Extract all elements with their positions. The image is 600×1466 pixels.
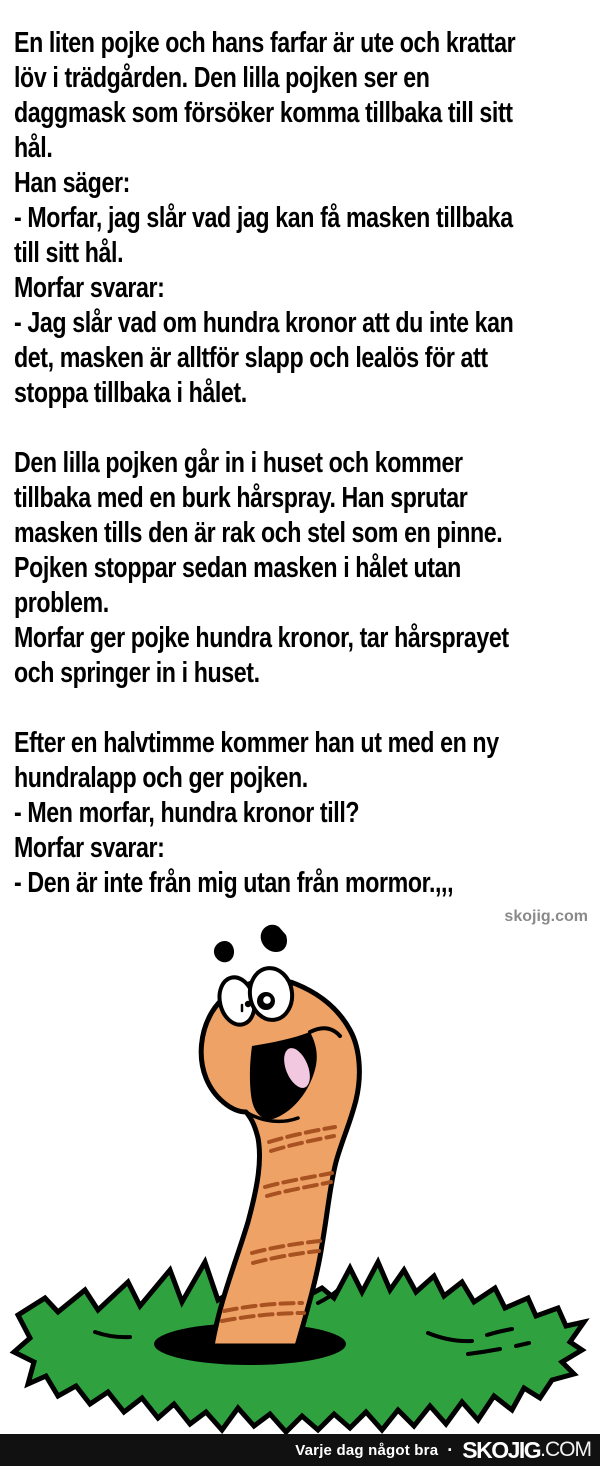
right-eyebrow	[261, 925, 287, 952]
footer-tagline: Varje dag något bra	[295, 1441, 439, 1459]
joke-line: Han säger:	[14, 167, 130, 199]
footer-brand	[462, 1437, 591, 1464]
joke-line: Efter en halvtimme kommer han ut med en ny	[14, 727, 499, 759]
joke-line: stoppa tillbaka i hålet.	[14, 377, 247, 409]
joke-text	[14, 26, 600, 901]
joke-line: hål.	[14, 132, 53, 164]
joke-line: - Men morfar, hundra kronor till?	[14, 797, 360, 829]
joke-line: En liten pojke och hans farfar är ute och krattar	[14, 27, 516, 59]
joke-line: - Jag slår vad om hundra kronor att du inte kan	[14, 307, 514, 339]
right-eye-pupil-highlight	[263, 996, 271, 1004]
joke-line: till sitt hål.	[14, 237, 124, 269]
joke-line: masken tills den är rak och stel som en pinne.	[14, 517, 503, 549]
joke-line	[14, 411, 600, 446]
joke-line: Den lilla pojken går in i huset och kommer	[14, 447, 463, 479]
joke-line: problem.	[14, 587, 109, 619]
joke-line	[14, 691, 600, 726]
left-eyebrow	[214, 941, 234, 962]
joke-line: och springer in i huset.	[14, 657, 260, 689]
joke-line: det, masken är alltför slapp och lealös för att	[14, 342, 488, 374]
footer-brand-light: .COM	[540, 1438, 591, 1461]
left-eye-pupil	[245, 1001, 251, 1007]
joke-line: daggmask som försöker komma tillbaka till sitt	[14, 97, 513, 129]
footer-brand-bold: SKOJIG	[462, 1436, 541, 1463]
joke-line: - Morfar, jag slår vad jag kan få masken tillbaka	[14, 202, 513, 234]
joke-line: Morfar svarar:	[14, 272, 165, 304]
joke-line: löv i trädgården. Den lilla pojken ser en	[14, 62, 430, 94]
watermark: skojig.com	[504, 908, 588, 925]
joke-line: Morfar ger pojke hundra kronor, tar hårsprayet	[14, 622, 509, 654]
footer-separator: ·	[447, 1439, 454, 1460]
joke-line: tillbaka med en burk hårspray. Han sprutar	[14, 482, 468, 514]
joke-line: hundralapp och ger pojken.	[14, 762, 308, 794]
joke-line: Pojken stoppar sedan masken i hålet utan	[14, 552, 461, 584]
worm-illustration	[0, 920, 600, 1434]
joke-line: Morfar svarar:	[14, 832, 165, 864]
joke-line: - Den är inte från mig utan från mormor.,,,	[14, 867, 454, 899]
footer-bar	[0, 1434, 600, 1466]
